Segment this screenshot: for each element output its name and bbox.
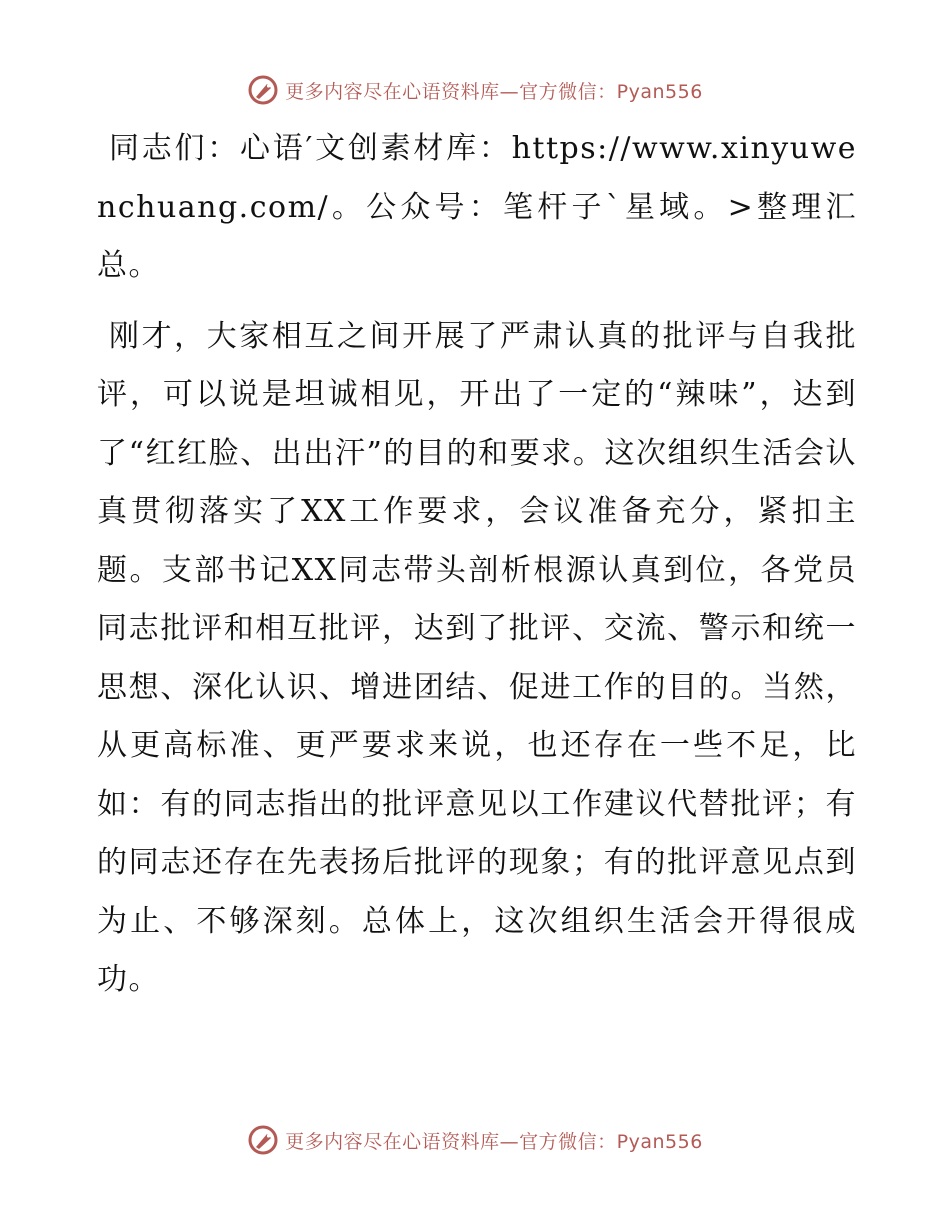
pen-nib-circle-icon [247, 1124, 279, 1156]
watermark-text: 更多内容尽在心语资料库—官方微信：Pyan556 [285, 80, 703, 103]
paragraph-intro: 同志们：心语′文创素材库：https://www.xinyuwenchuang.com/。公众号：笔杆子`星域。>整理汇总。 [97, 131, 857, 283]
watermark-text: 更多内容尽在心语资料库—官方微信：Pyan556 [285, 1130, 703, 1153]
footer-watermark [0, 1120, 950, 1160]
document-body [97, 120, 857, 1010]
pen-nib-circle-icon [247, 74, 279, 106]
header-watermark [0, 70, 950, 110]
paragraph-main: 刚才，大家相互之间开展了严肃认真的批评与自我批评，可以说是坦诚相见，开出了一定的“辣味”，达到了“红红脸、出出汗”的目的和要求。这次组织生活会认真贯彻落实了XX工作要求，会议准备充分，紧扣主题。支部书记XX同志带头剖析根源认真到位，各党员同志批评和相互批评，达到了批评、交流、警示和统一思想、深化认识、增进团结、促进工作的目的。当然，从更高标准、更严要求来说，也还存在一些不足，比如：有的同志指出的批评意见以工作建议代替批评；有的同志还存在先表扬后批评的现象；有的批评意见点到为止、不够深刻。总体上，这次组织生活会开得很成功。 [97, 318, 857, 997]
